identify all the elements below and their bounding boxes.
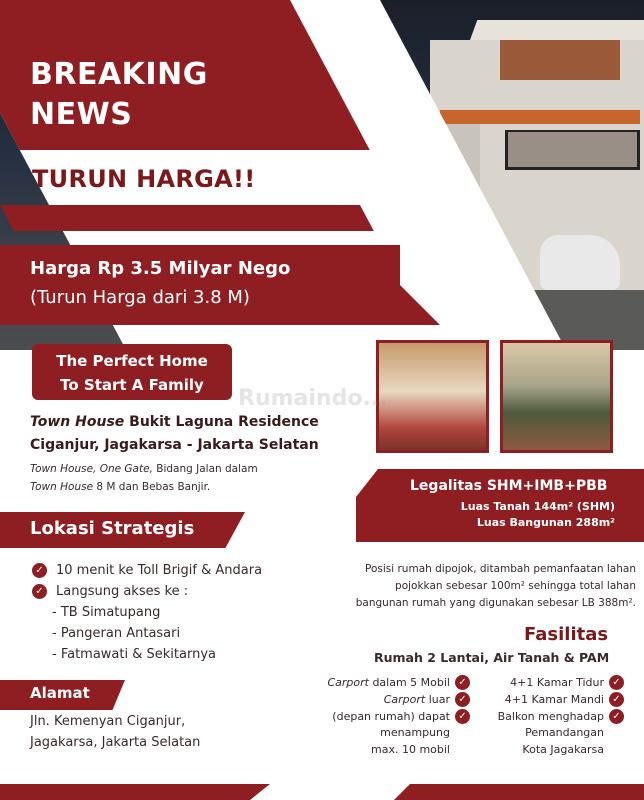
red-divider-bar — [0, 205, 374, 231]
fas-l2-italic: Carport — [383, 693, 426, 706]
property-name-italic: Town House — [30, 414, 125, 430]
check-icon: ✓ — [609, 675, 624, 690]
fasilitas-item — [320, 675, 470, 690]
fasilitas-item-cont — [478, 743, 624, 756]
lokasi-item-text: Langsung akses ke : — [56, 584, 189, 599]
detail1-italic: Town House, One Gate, — [30, 463, 153, 475]
fas-l5: max. 10 mobil — [371, 743, 450, 756]
detail2-italic: Town House — [30, 481, 94, 493]
fasilitas-item-cont — [320, 743, 470, 756]
check-icon: ✓ — [609, 709, 624, 724]
tagline-line2: To Start A Family — [60, 376, 204, 394]
price-main: Harga Rp 3.5 Milyar Nego — [30, 258, 291, 279]
fas-l3: (depan rumah) dapat — [332, 710, 450, 723]
check-icon: ✓ — [32, 563, 47, 578]
fas-r5: Kota Jagakarsa — [522, 743, 604, 756]
interior-photo — [376, 340, 489, 453]
fas-r1: 4+1 Kamar Tidur — [510, 676, 604, 689]
lokasi-subitem: - Pangeran Antasari — [52, 626, 181, 641]
tagline-badge — [32, 344, 232, 400]
check-icon: ✓ — [455, 709, 470, 724]
house-balcony — [505, 130, 640, 170]
fasilitas-item — [320, 692, 470, 707]
bottom-strip-accent — [250, 784, 410, 800]
luas-tanah: Luas Tanah 144m² (SHM) — [460, 500, 615, 513]
lokasi-item — [32, 584, 188, 599]
fasilitas-item — [478, 709, 624, 724]
price-band — [0, 245, 400, 325]
watermark-logo: Rumaindo... — [238, 386, 388, 411]
legalitas-title: Legalitas SHM+IMB+PBB — [410, 478, 608, 494]
fas-l1-italic: Carport — [327, 676, 369, 689]
luas-bangunan: Luas Bangunan 288m² — [476, 516, 615, 529]
price-previous: (Turun Harga dari 3.8 M) — [30, 287, 250, 308]
balcony-photo — [500, 340, 613, 453]
lokasi-title: Lokasi Strategis — [30, 518, 195, 539]
check-icon: ✓ — [455, 675, 470, 690]
fas-r3: Balkon menghadap — [497, 710, 604, 723]
posisi-line: bangunan rumah yang digunakan sebesar LB 388m². — [355, 597, 636, 609]
fasilitas-title: Fasilitas — [524, 624, 609, 645]
fasilitas-item — [478, 675, 624, 690]
breaking-line1: BREAKING — [30, 57, 208, 92]
house-panel — [500, 40, 620, 80]
fasilitas-item — [320, 709, 470, 724]
posisi-description — [332, 561, 644, 612]
check-icon: ✓ — [32, 584, 47, 599]
turun-harga-heading: TURUN HARGA!! — [32, 165, 256, 193]
posisi-line: Posisi rumah dipojok, ditambah pemanfaatan lahan — [365, 563, 636, 575]
fas-l1-rest: dalam 5 Mobil — [368, 676, 450, 689]
alamat-line: Jln. Kemenyan Ciganjur, — [30, 714, 186, 729]
house-trim — [440, 110, 640, 124]
check-icon: ✓ — [609, 692, 624, 707]
posisi-line: pojokkan sebesar 100m² sehingga total lahan — [395, 580, 636, 592]
detail2-rest: 8 M dan Bebas Banjir. — [93, 481, 211, 493]
detail1-rest: Bidang Jalan dalam — [152, 463, 258, 475]
property-detail-2 — [30, 481, 210, 493]
property-name-rest: Bukit Laguna Residence — [124, 414, 319, 430]
property-detail-1 — [30, 463, 258, 475]
fasilitas-item-cont — [320, 726, 470, 739]
fasilitas-item — [478, 692, 624, 707]
fas-r2: 4+1 Kamar Mandi — [504, 693, 604, 706]
fasilitas-subtitle: Rumah 2 Lantai, Air Tanah & PAM — [374, 650, 610, 665]
fas-l2-rest: luar — [425, 693, 450, 706]
lokasi-item-text: 10 menit ke Toll Brigif & Andara — [56, 563, 263, 578]
lokasi-item — [32, 563, 262, 578]
fas-l4: menampung — [380, 726, 450, 739]
lokasi-subitem: - Fatmawati & Sekitarnya — [52, 647, 216, 662]
fas-r4: Pemandangan — [525, 726, 604, 739]
property-name — [30, 414, 319, 430]
fasilitas-item-cont — [478, 726, 624, 739]
car — [540, 235, 620, 290]
breaking-news-heading — [30, 55, 208, 135]
check-icon: ✓ — [455, 692, 470, 707]
property-location: Ciganjur, Jagakarsa - Jakarta Selatan — [30, 437, 319, 453]
lokasi-subitem: - TB Simatupang — [52, 605, 161, 620]
breaking-line2: NEWS — [30, 97, 133, 132]
tagline-line1: The Perfect Home — [56, 352, 208, 370]
alamat-title: Alamat — [30, 684, 90, 702]
alamat-line: Jagakarsa, Jakarta Selatan — [30, 735, 201, 750]
